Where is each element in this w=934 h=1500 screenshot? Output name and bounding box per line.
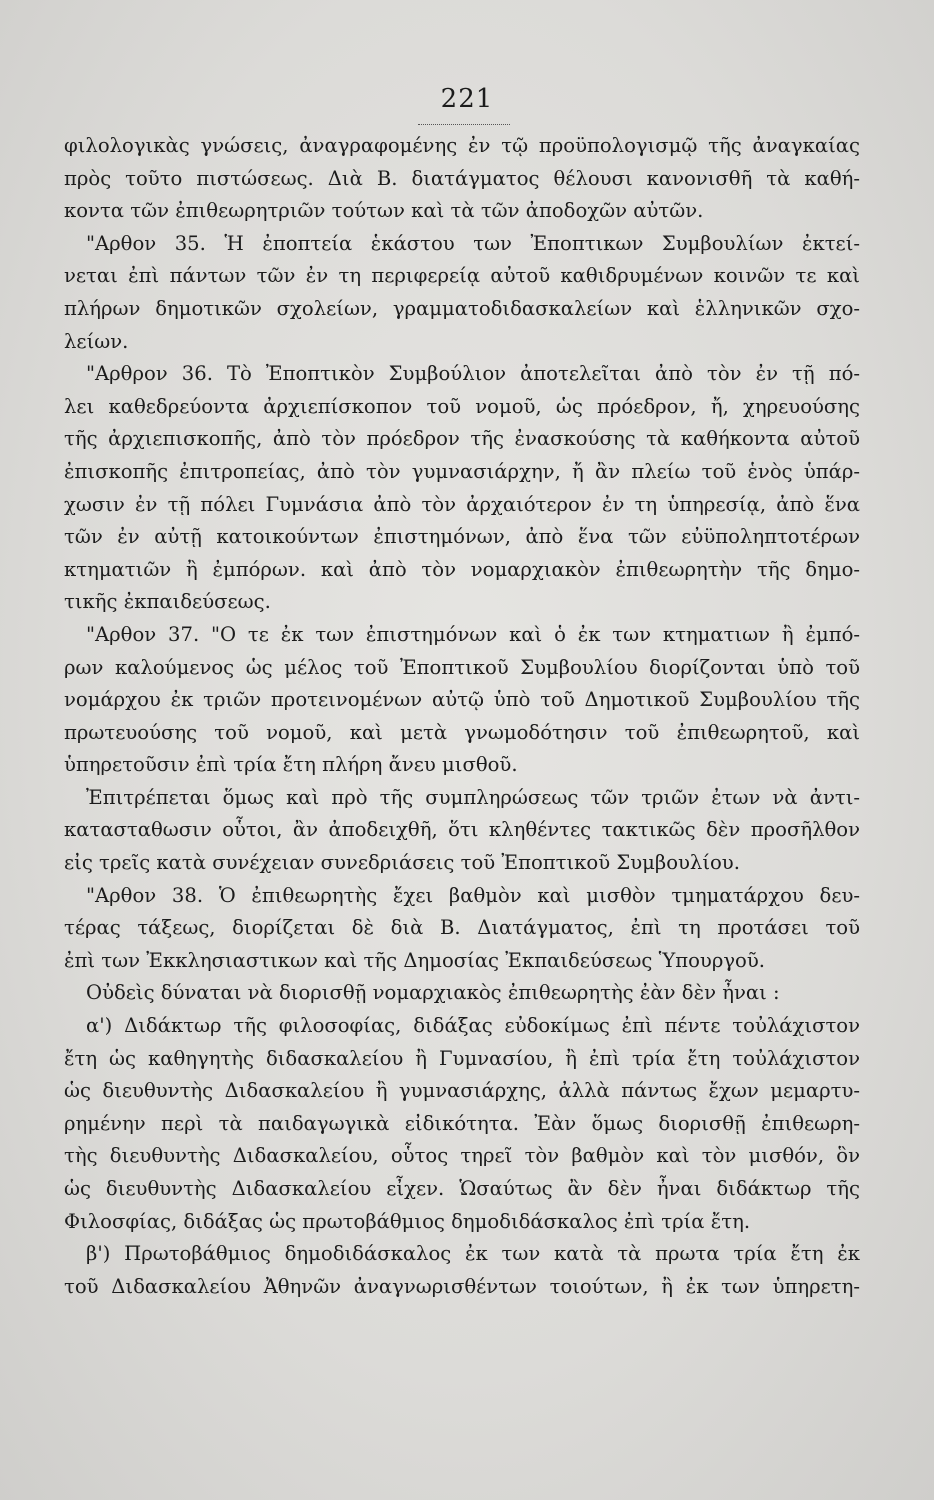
text-line: ὑπηρετοῦσιν ἐπὶ τρία ἔτη πλήρη ἄνευ μισθοῦ. (64, 753, 518, 777)
body-text (64, 130, 860, 1303)
text-line: ἔτη ὡς καθηγητὴς διδασκαλείου ἢ Γυμνασίου, ἢ ἐπὶ τρία ἔτη τοὐλάχιστον (64, 1046, 860, 1070)
text-line: ρων καλούμενος ὡς μέλος τοῦ Ἐποπτικοῦ Συμβουλίου διορίζονται ὑπὸ τοῦ (64, 655, 860, 679)
text-line: "Αρθον 35. Ἡ ἐποπτεία ἑκάστου των Ἐποπτικων Συμβουλίων ἐκτεί- (86, 231, 860, 255)
text-line: φιλολογικὰς γνώσεις, ἀναγραφομένης ἐν τῷ προϋπολογισμῷ τῆς ἀναγκαίας (64, 134, 860, 157)
text-line: εἰς τρεῖς κατὰ συνέχειαν συνεδριάσεις τοῦ Ἐποπτικοῦ Συμβουλίου. (64, 851, 740, 875)
text-line: πρωτευούσης τοῦ νομοῦ, καὶ μετὰ γνωμοδότησιν τοῦ ἐπιθεωρητοῦ, καὶ (64, 720, 860, 744)
text-line: α') Διδάκτωρ τῆς φιλοσοφίας, διδάξας εὐδοκίμως ἐπὶ πέντε τοὐλάχιστον (86, 1014, 860, 1038)
text-line: ὡς διευθυντὴς Διδασκαλείου εἶχεν. Ὡσαύτως ἂν δὲν ἦναι διδάκτωρ τῆς (64, 1177, 860, 1200)
text-line: χωσιν ἐν τῇ πόλει Γυμνάσια ἀπὸ τὸν ἀρχαιότερον ἐν τη ὑπηρεσίᾳ, ἀπὸ ἕνα (64, 492, 860, 516)
text-line: τῶν ἐν αὐτῇ κατοικούντων ἐπιστημόνων, ἀπὸ ἕνα τῶν εὐϋποληπτοτέρων (64, 525, 860, 549)
text-line: πλήρων δημοτικῶν σχολείων, γραμματοδιδασκαλείων καὶ ἑλληνικῶν σχο- (64, 296, 860, 320)
text-line: ὡς διευθυντὴς Διδασκαλείου ἢ γυμνασιάρχης, ἀλλὰ πάντως ἔχων μεμαρτυ- (64, 1079, 860, 1103)
text-line: λείων. (64, 329, 129, 353)
page-number: 221 (440, 84, 494, 114)
text-line: τικῆς ἐκπαιδεύσεως. (64, 590, 271, 614)
text-line: β') Πρωτοβάθμιος δημοδιδάσκαλος ἐκ των κατὰ τὰ πρωτα τρία ἔτη ἐκ (86, 1242, 860, 1266)
text-line: κοντα τῶν ἐπιθεωρητριῶν τούτων καὶ τὰ τῶν ἀποδοχῶν αὐτῶν. (64, 199, 704, 223)
text-line: ρημένην περὶ τὰ παιδαγωγικὰ εἰδικότητα. Ἐὰν ὅμως διορισθῇ ἐπιθεωρη- (64, 1111, 860, 1135)
text-line: "Αρθρον 36. Τὸ Ἐποπτικὸν Συμβούλιον ἀποτελεῖται ἀπὸ τὸν ἐν τῇ πό- (86, 362, 860, 386)
text-line: Φιλοσφίας, διδάξας ὡς πρωτοβάθμιος δημοδιδάσκαλος ἐπὶ τρία ἔτη. (64, 1209, 751, 1233)
text-line: Οὐδεὶς δύναται νὰ διορισθῇ νομαρχιακὸς ἐπιθεωρητὴς ἐὰν δὲν ἦναι : (86, 981, 780, 1005)
text-line: Ἐπιτρέπεται ὅμως καὶ πρὸ τῆς συμπληρώσεως τῶν τριῶν ἐτων νὰ ἀντι- (86, 785, 860, 809)
text-line: τέρας τάξεως, διορίζεται δὲ διὰ Β. Διατάγματος, ἐπὶ τη προτάσει τοῦ (64, 916, 860, 940)
text-line: πρὸς τοῦτο πιστώσεως. Διὰ Β. διατάγματος θέλουσι κανονισθῆ τὰ καθή- (64, 166, 860, 190)
text-line: ἐπισκοπῆς ἐπιτροπείας, ἀπὸ τὸν γυμνασιάρχην, ἤ ἂν πλείω τοῦ ἑνὸς ὑπάρ- (64, 459, 860, 483)
text-line: τῆς ἀρχιεπισκοπῆς, ἀπὸ τὸν πρόεδρον τῆς ἐνασκούσης τὰ καθήκοντα αὐτοῦ (64, 427, 860, 451)
text-line: νεται ἐπὶ πάντων τῶν ἐν τη περιφερείᾳ αὐτοῦ καθιδρυμένων κοινῶν τε καὶ (64, 264, 860, 288)
text-line: "Αρθον 37. "Ο τε ἐκ των ἐπιστημόνων καὶ ὁ ἐκ των κτηματιων ἢ ἐμπό- (86, 622, 860, 646)
text-line: νομάρχου ἐκ τριῶν προτεινομένων αὐτῷ ὑπὸ τοῦ Δημοτικοῦ Συμβουλίου τῆς (64, 688, 860, 712)
text-line: "Αρθον 38. Ὁ ἐπιθεωρητὴς ἔχει βαθμὸν καὶ μισθὸν τμηματάρχου δευ- (86, 883, 860, 907)
text-line: κατασταθωσιν οὗτοι, ἂν ἀποδειχθῆ, ὅτι κληθέντες τακτικῶς δὲν προσῆλθον (64, 818, 860, 842)
text-line: ἐπὶ των Ἐκκλησιαστικων καὶ τῆς Δημοσίας Ἐκπαιδεύσεως Ὑπουργοῦ. (64, 948, 765, 972)
text-line: τὴς διευθυντὴς Διδασκαλείου, οὗτος τηρεῖ τὸν βαθμὸν καὶ τὸν μισθόν, ὃν (64, 1144, 860, 1168)
text-line: κτηματιῶν ἢ ἐμπόρων. καὶ ἀπὸ τὸν νομαρχιακὸν ἐπιθεωρητὴν τῆς δημο- (64, 557, 860, 581)
page-number-rule (418, 124, 510, 125)
text-line: τοῦ Διδασκαλείου Ἀθηνῶν ἀναγνωρισθέντων τοιούτων, ἢ ἐκ των ὑπηρετη- (64, 1274, 860, 1298)
text-line: λει καθεδρεύοντα ἀρχιεπίσκοπον τοῦ νομοῦ, ὡς πρόεδρον, ἤ, χηρευούσης (64, 394, 860, 418)
